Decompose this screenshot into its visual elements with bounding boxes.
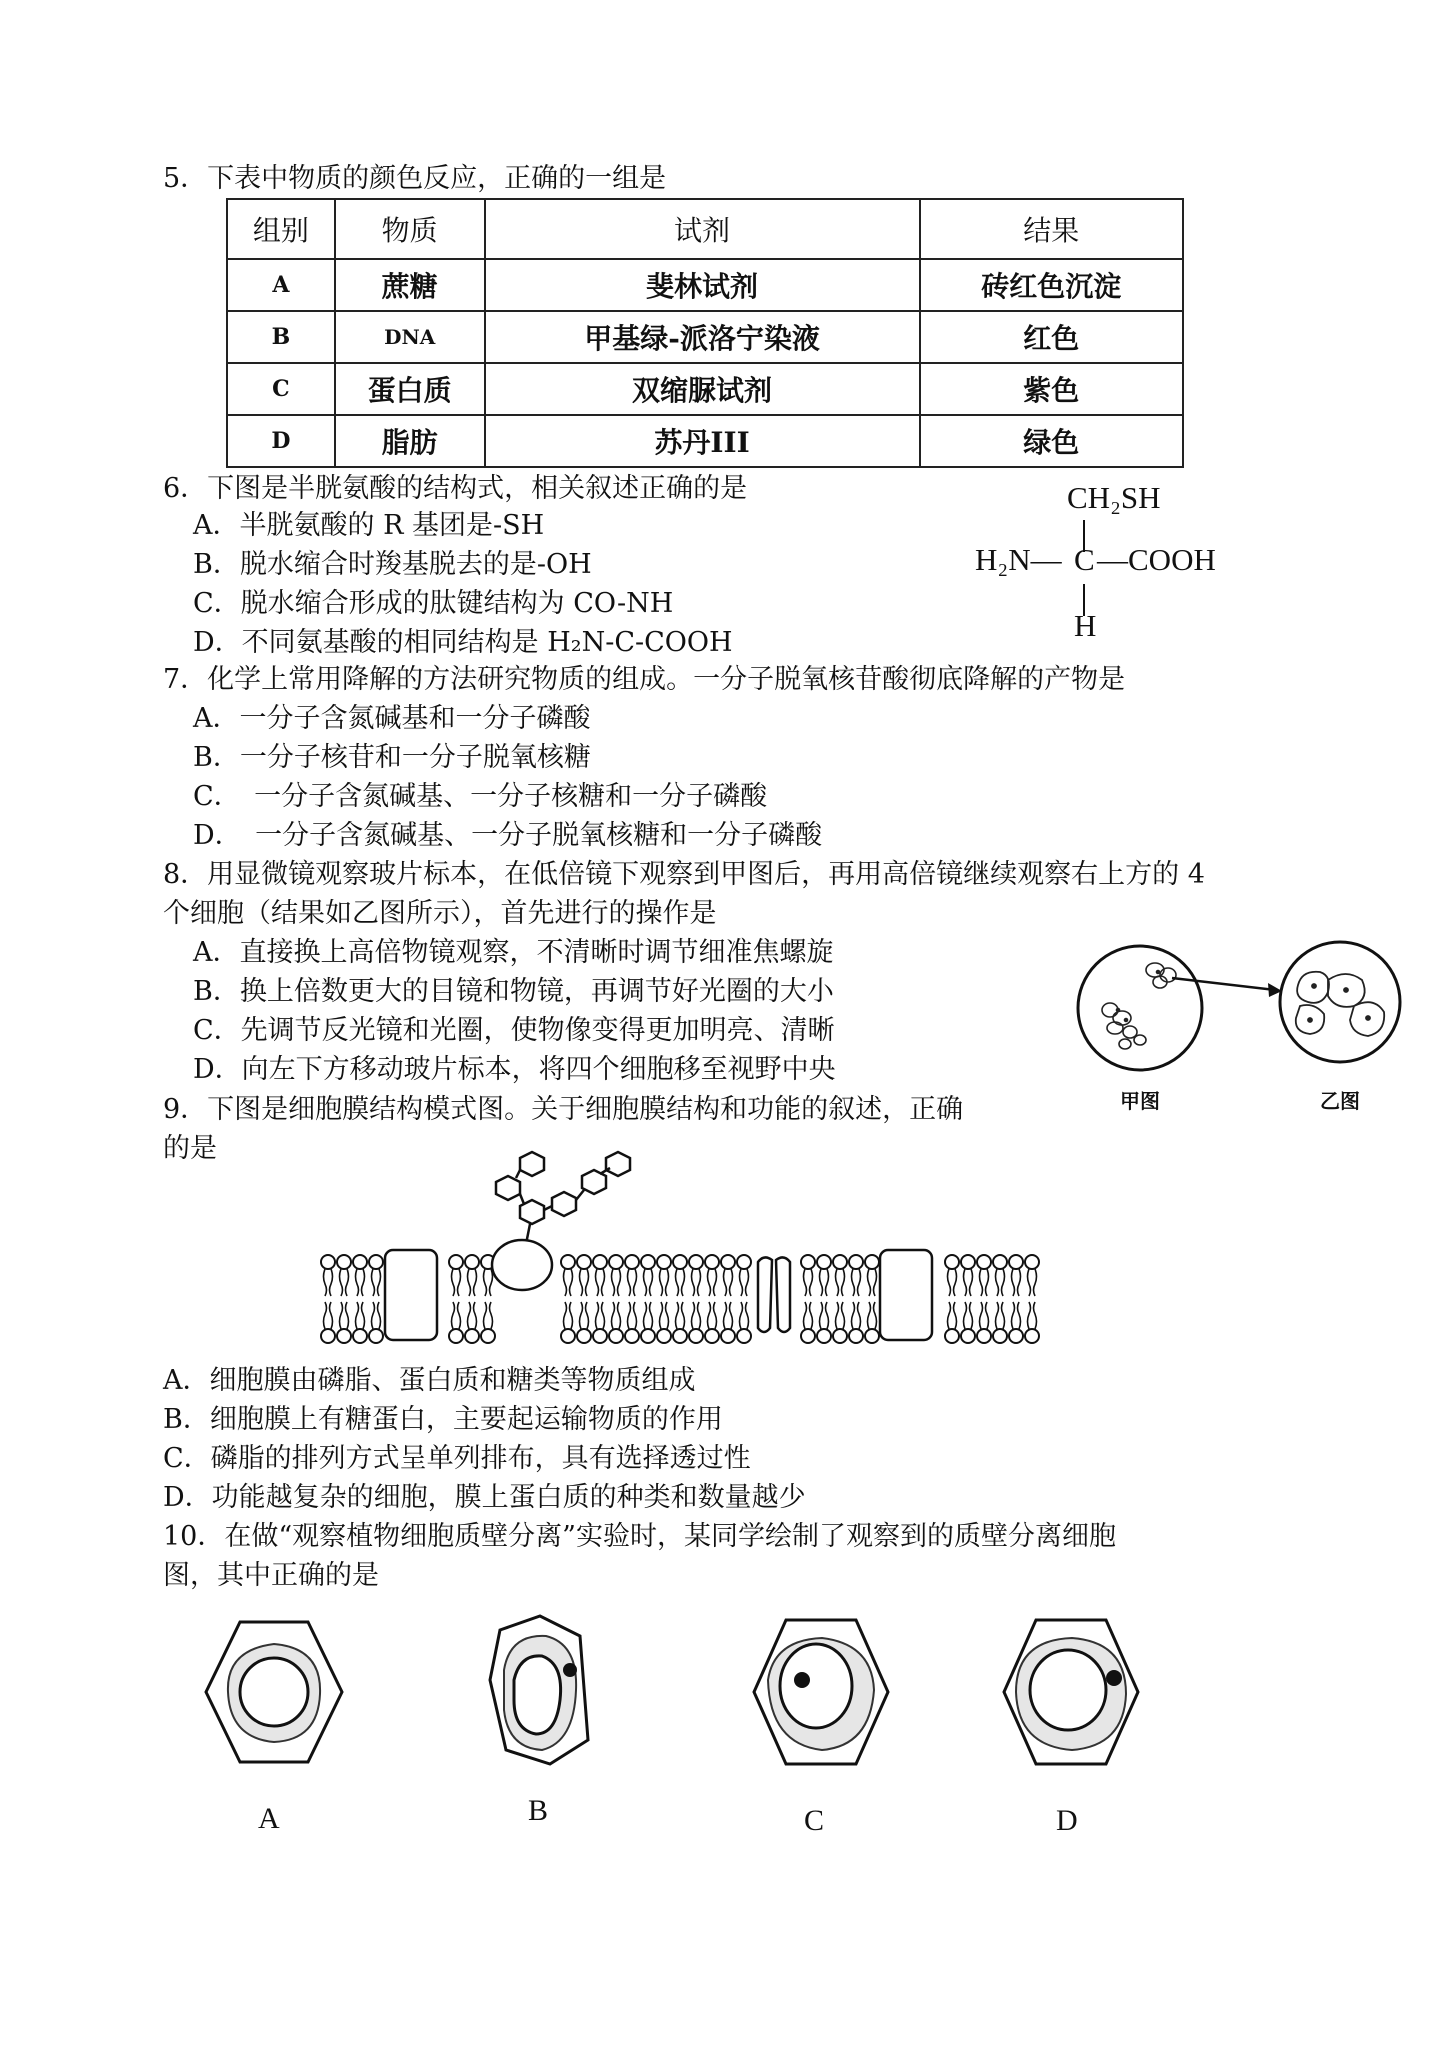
table-cell: C: [227, 363, 335, 415]
phospholipid-head: [353, 1255, 367, 1269]
high-power-field: [1280, 942, 1400, 1062]
q8-option-a: A．直接换上高倍物镜观察，不清晰时调节细准焦螺旋: [193, 937, 834, 968]
phospholipid-tail: [650, 1269, 653, 1296]
phospholipid-tail: [826, 1302, 829, 1329]
phospholipid-head: [833, 1255, 847, 1269]
phospholipid-tail: [746, 1269, 749, 1296]
phospholipid-tail: [586, 1269, 589, 1296]
phospholipid-head: [561, 1329, 575, 1343]
phospholipid-head: [977, 1255, 991, 1269]
phospholipid-head: [961, 1329, 975, 1343]
q7-option-a: A．一分子含氮碱基和一分子磷酸: [193, 703, 591, 734]
phospholipid-tail: [1018, 1302, 1021, 1329]
phospholipid-tail: [1002, 1269, 1005, 1296]
phospholipid-tail: [586, 1302, 589, 1329]
phospholipid-tail: [340, 1302, 343, 1329]
phospholipid-head: [945, 1329, 959, 1343]
phospholipid-tail: [644, 1269, 647, 1296]
phospholipid-tail: [666, 1302, 669, 1329]
phospholipid-tail: [660, 1269, 663, 1296]
phospholipid-head: [353, 1329, 367, 1343]
phospholipid-head: [849, 1329, 863, 1343]
phospholipid-tail: [682, 1302, 685, 1329]
phospholipid-tail: [330, 1269, 333, 1296]
phospholipid-tail: [714, 1302, 717, 1329]
q9-option-d: D．功能越复杂的细胞，膜上蛋白质的种类和数量越少: [163, 1482, 806, 1513]
q6-option-d: D．不同氨基酸的相同结构是 H₂N-C-COOH: [193, 627, 733, 658]
phospholipid-tail: [602, 1269, 605, 1296]
phospholipid-tail: [474, 1302, 477, 1329]
sugar-chain-unit: [496, 1176, 520, 1200]
table-cell: 苏丹III: [485, 415, 920, 467]
phospholipid-tail: [868, 1269, 871, 1296]
phospholipid-tail: [1034, 1269, 1037, 1296]
table-header-cell: 组别: [227, 199, 335, 259]
q10-stem-line1: 10．在做“观察植物细胞质壁分离”实验时，某同学绘制了观察到的质壁分离细胞: [163, 1521, 1116, 1552]
table-cell: 蛋白质: [335, 363, 485, 415]
q9-stem-line1: 9．下图是细胞膜结构模式图。关于细胞膜结构和功能的叙述，正确: [163, 1094, 964, 1125]
phospholipid-tail: [340, 1269, 343, 1296]
phospholipid-head: [593, 1255, 607, 1269]
phospholipid-head: [561, 1255, 575, 1269]
phospholipid-tail: [1028, 1302, 1031, 1329]
q9-stem-line2: 的是: [163, 1133, 217, 1164]
phospholipid-tail: [954, 1269, 957, 1296]
table-row: [227, 311, 1183, 363]
phospholipid-head: [657, 1255, 671, 1269]
table-cell: 绿色: [920, 415, 1183, 467]
cell-label-d: D: [1056, 1804, 1078, 1837]
phospholipid-tail: [378, 1302, 381, 1329]
q5-stem: 5．下表中物质的颜色反应，正确的一组是: [163, 163, 667, 194]
phospholipid-head: [321, 1255, 335, 1269]
q7-stem: 7．化学上常用降解的方法研究物质的组成。一分子脱氧核苷酸彻底降解的产物是: [163, 664, 1126, 695]
phospholipid-head: [609, 1255, 623, 1269]
phospholipid-head: [1009, 1255, 1023, 1269]
nucleus: [563, 1663, 577, 1677]
phospholipid-tail: [628, 1302, 631, 1329]
phospholipid-tail: [618, 1269, 621, 1296]
phospholipid-tail: [362, 1302, 365, 1329]
phospholipid-tail: [980, 1269, 983, 1296]
phospholipid-head: [577, 1255, 591, 1269]
phospholipid-tail: [970, 1302, 973, 1329]
q8-stem-line1: 8．用显微镜观察玻片标本，在低倍镜下观察到甲图后，再用高倍镜继续观察右上方的 4: [163, 859, 1205, 890]
phospholipid-tail: [810, 1269, 813, 1296]
phospholipid-head: [337, 1255, 351, 1269]
table-cell: 蔗糖: [335, 259, 485, 311]
phospholipid-tail: [836, 1302, 839, 1329]
transmembrane-protein-left: [385, 1250, 437, 1340]
phospholipid-head: [369, 1255, 383, 1269]
table-cell: D: [227, 415, 335, 467]
cell-label-c: C: [804, 1804, 825, 1837]
phospholipid-tail: [474, 1269, 477, 1296]
phospholipid-tail: [1028, 1269, 1031, 1296]
table-cell: 斐林试剂: [485, 259, 920, 311]
phospholipid-tail: [676, 1269, 679, 1296]
phospholipid-tail: [468, 1302, 471, 1329]
table-row: [227, 363, 1183, 415]
cysteine-formula: [975, 480, 1235, 650]
phospholipid-tail: [724, 1269, 727, 1296]
table-cell: 砖红色沉淀: [920, 259, 1183, 311]
phospholipid-tail: [996, 1302, 999, 1329]
phospholipid-head: [801, 1329, 815, 1343]
phospholipid-tail: [964, 1302, 967, 1329]
phospholipid-tail: [602, 1302, 605, 1329]
phospholipid-head: [1025, 1255, 1039, 1269]
phospholipid-tail: [356, 1269, 359, 1296]
phospholipid-tail: [580, 1269, 583, 1296]
phospholipid-head: [849, 1255, 863, 1269]
formula-alpha-carbon: C: [1074, 542, 1095, 577]
formula-amino-group: H₂N—: [975, 542, 1062, 577]
phospholipid-tail: [948, 1302, 951, 1329]
phospholipid-tail: [666, 1269, 669, 1296]
phospholipid-tail: [1012, 1302, 1015, 1329]
phospholipid-tail: [644, 1302, 647, 1329]
phospholipid-head: [673, 1255, 687, 1269]
phospholipid-head: [1009, 1329, 1023, 1343]
cell-cluster-large: [1296, 972, 1384, 1036]
phospholipid-head: [817, 1255, 831, 1269]
table-cell: 脂肪: [335, 415, 485, 467]
phospholipid-tail: [490, 1269, 493, 1296]
phospholipid-head: [865, 1329, 879, 1343]
table-cell: DNA: [335, 311, 485, 363]
cell-cluster-small: [1102, 963, 1176, 1049]
low-power-field: [1078, 946, 1202, 1070]
table-cell: 甲基绿-派洛宁染液: [485, 311, 920, 363]
phospholipid-tail: [346, 1302, 349, 1329]
phospholipid-tail: [874, 1302, 877, 1329]
phospholipid-tail: [570, 1269, 573, 1296]
phospholipid-head: [449, 1329, 463, 1343]
phospholipid-tail: [826, 1269, 829, 1296]
phospholipid-tail: [1002, 1302, 1005, 1329]
cell-option-b: [490, 1616, 588, 1827]
phospholipid-tail: [820, 1269, 823, 1296]
phospholipid-head: [369, 1329, 383, 1343]
phospholipid-tail: [858, 1269, 861, 1296]
phospholipid-head: [721, 1255, 735, 1269]
cell-label-a: A: [258, 1802, 280, 1835]
table-cell: 红色: [920, 311, 1183, 363]
phospholipid-tail: [740, 1302, 743, 1329]
phospholipid-tail: [698, 1302, 701, 1329]
phospholipid-tail: [852, 1302, 855, 1329]
phospholipid-tail: [874, 1269, 877, 1296]
phospholipid-tail: [372, 1302, 375, 1329]
q8-stem-line2: 个细胞（结果如乙图所示），首先进行的操作是: [163, 898, 717, 929]
table-cell: 紫色: [920, 363, 1183, 415]
phospholipid-tail: [970, 1269, 973, 1296]
table-header-cell: 物质: [335, 199, 485, 259]
table-header-cell: 结果: [920, 199, 1183, 259]
phospholipid-head: [1025, 1329, 1039, 1343]
cell-option-c: [754, 1620, 888, 1837]
sugar-bond: [516, 1170, 520, 1178]
phospholipid-head: [705, 1329, 719, 1343]
phospholipid-head: [993, 1255, 1007, 1269]
vacuole: [240, 1658, 308, 1726]
sugar-bond: [576, 1190, 584, 1200]
q7-option-b: B．一分子核苷和一分子脱氧核糖: [193, 742, 591, 773]
q6-option-a: A．半胱氨酸的 R 基团是-SH: [193, 510, 545, 541]
fig-label-jia: 甲图: [1120, 1091, 1160, 1113]
phospholipid-tail: [842, 1302, 845, 1329]
q6-stem: 6．下图是半胱氨酸的结构式，相关叙述正确的是: [163, 473, 748, 504]
arrow-shaft: [1172, 978, 1275, 990]
phospholipid-head: [481, 1329, 495, 1343]
sugar-bond: [520, 1194, 524, 1204]
q7-option-c: C． 一分子含氮碱基、一分子核糖和一分子磷酸: [193, 781, 768, 812]
phospholipid-tail: [372, 1269, 375, 1296]
table-cell: 双缩脲试剂: [485, 363, 920, 415]
phospholipid-tail: [634, 1302, 637, 1329]
phospholipid-tail: [676, 1302, 679, 1329]
channel-protein: [758, 1257, 790, 1332]
phospholipid-tail: [484, 1302, 487, 1329]
vacuole: [514, 1656, 561, 1734]
phospholipid-tail: [596, 1269, 599, 1296]
phospholipid-tail: [378, 1269, 381, 1296]
phospholipid-head: [593, 1329, 607, 1343]
nucleus: [794, 1672, 810, 1688]
phospholipid-tail: [820, 1302, 823, 1329]
phospholipid-tail: [468, 1269, 471, 1296]
phospholipid-tail: [650, 1302, 653, 1329]
phospholipid-tail: [836, 1269, 839, 1296]
phospholipid-head: [801, 1255, 815, 1269]
phospholipid-tail: [980, 1302, 983, 1329]
vacuole: [780, 1644, 852, 1728]
phospholipid-tail: [356, 1302, 359, 1329]
phospholipid-tail: [842, 1269, 845, 1296]
phospholipid-tail: [698, 1269, 701, 1296]
phospholipid-tail: [804, 1269, 807, 1296]
phospholipid-head: [465, 1255, 479, 1269]
phospholipid-tail: [570, 1302, 573, 1329]
table-row: [227, 415, 1183, 467]
phospholipid-head: [721, 1329, 735, 1343]
phospholipid-head: [641, 1255, 655, 1269]
table-header-row: [227, 199, 1183, 259]
surface-protein: [492, 1240, 552, 1290]
phospholipid-tail: [628, 1269, 631, 1296]
phospholipid-tail: [362, 1269, 365, 1296]
phospholipid-tail: [660, 1302, 663, 1329]
phospholipid-tail: [868, 1302, 871, 1329]
phospholipid-tail: [964, 1269, 967, 1296]
phospholipid-tail: [1012, 1269, 1015, 1296]
phospholipid-tail: [618, 1302, 621, 1329]
phospholipid-head: [737, 1255, 751, 1269]
reagent-table: [226, 198, 1184, 468]
phospholipid-tail: [564, 1269, 567, 1296]
phospholipid-head: [625, 1255, 639, 1269]
phospholipid-head: [705, 1255, 719, 1269]
q8-option-d: D．向左下方移动玻片标本，将四个细胞移至视野中央: [193, 1054, 836, 1085]
table-row: [227, 259, 1183, 311]
phospholipid-tail: [996, 1269, 999, 1296]
microscope-figure: [1070, 940, 1420, 1120]
q6-option-b: B．脱水缩合时羧基脱去的是-OH: [193, 549, 592, 580]
phospholipid-head: [449, 1255, 463, 1269]
sugar-chain-unit: [552, 1192, 576, 1216]
q9-option-c: C．磷脂的排列方式呈单列排布，具有选择透过性: [163, 1443, 751, 1474]
phospholipid-tail: [708, 1269, 711, 1296]
q10-stem-line2: 图，其中正确的是: [163, 1560, 379, 1591]
table-header-cell: 试剂: [485, 199, 920, 259]
phospholipid-head: [577, 1329, 591, 1343]
phospholipid-tail: [804, 1302, 807, 1329]
sugar-chain-unit: [520, 1152, 544, 1176]
phospholipid-head: [689, 1255, 703, 1269]
phospholipid-head: [337, 1329, 351, 1343]
phospholipid-tail: [740, 1269, 743, 1296]
phospholipid-tail: [452, 1302, 455, 1329]
phospholipid-head: [641, 1329, 655, 1343]
nucleus: [1106, 1670, 1122, 1686]
q8-option-b: B．换上倍数更大的目镜和物镜，再调节好光圈的大小: [193, 976, 834, 1007]
table-cell: B: [227, 311, 335, 363]
phospholipid-tail: [612, 1302, 615, 1329]
phospholipid-head: [737, 1329, 751, 1343]
cell-option-a: [206, 1622, 342, 1835]
phospholipid-head: [689, 1329, 703, 1343]
phospholipid-tail: [724, 1302, 727, 1329]
table-cell: A: [227, 259, 335, 311]
transmembrane-protein-right: [880, 1250, 932, 1340]
glycoprotein: [492, 1152, 630, 1290]
phospholipid-head: [657, 1329, 671, 1343]
phospholipid-tail: [682, 1269, 685, 1296]
phospholipid-tail: [458, 1269, 461, 1296]
q6-option-c: C．脱水缩合形成的肽键结构为 CO-NH: [193, 588, 674, 619]
phospholipid-tail: [452, 1269, 455, 1296]
phospholipid-tail: [346, 1269, 349, 1296]
q9-option-b: B．细胞膜上有糖蛋白，主要起运输物质的作用: [163, 1404, 723, 1435]
phospholipid-head: [993, 1329, 1007, 1343]
phospholipid-tail: [1018, 1269, 1021, 1296]
phospholipid-head: [465, 1329, 479, 1343]
phospholipid-tail: [612, 1269, 615, 1296]
cell-option-d: [1004, 1620, 1138, 1837]
phospholipid-tail: [324, 1269, 327, 1296]
phospholipid-tail: [948, 1269, 951, 1296]
phospholipid-tail: [810, 1302, 813, 1329]
phospholipid-tail: [986, 1302, 989, 1329]
phospholipid-tail: [458, 1302, 461, 1329]
fig-label-yi: 乙图: [1320, 1091, 1360, 1113]
phospholipid-tail: [746, 1302, 749, 1329]
phospholipid-head: [961, 1255, 975, 1269]
phospholipid-tail: [1034, 1302, 1037, 1329]
phospholipid-tail: [692, 1302, 695, 1329]
formula-hydrogen: H: [1074, 608, 1097, 643]
phospholipid-tail: [330, 1302, 333, 1329]
cell-membrane-diagram: [320, 1150, 1040, 1350]
cell-label-b: B: [528, 1794, 549, 1827]
phospholipid-head: [865, 1255, 879, 1269]
formula-carboxyl-group: —COOH: [1097, 542, 1216, 577]
sugar-chain-unit: [606, 1152, 630, 1176]
phospholipid-tail: [490, 1302, 493, 1329]
q7-option-d: D． 一分子含氮碱基、一分子脱氧核糖和一分子磷酸: [193, 820, 823, 851]
formula-side-chain: CH₂SH: [1067, 480, 1161, 515]
phospholipid-head: [977, 1329, 991, 1343]
phospholipid-head: [817, 1329, 831, 1343]
phospholipid-tail: [730, 1269, 733, 1296]
phospholipid-tail: [692, 1269, 695, 1296]
vacuole: [1030, 1650, 1106, 1730]
phospholipid-head: [625, 1329, 639, 1343]
phospholipid-head: [945, 1255, 959, 1269]
phospholipid-tail: [634, 1269, 637, 1296]
phospholipid-tail: [714, 1269, 717, 1296]
plasmolysis-figure: [180, 1610, 1180, 1850]
q8-option-c: C．先调节反光镜和光圈，使物像变得更加明亮、清晰: [193, 1015, 835, 1046]
phospholipid-head: [321, 1329, 335, 1343]
phospholipid-head: [673, 1329, 687, 1343]
phospholipid-tail: [484, 1269, 487, 1296]
phospholipid-tail: [986, 1269, 989, 1296]
phospholipid-head: [833, 1329, 847, 1343]
phospholipid-head: [609, 1329, 623, 1343]
phospholipid-tail: [324, 1302, 327, 1329]
phospholipid-tail: [708, 1302, 711, 1329]
phospholipid-tail: [730, 1302, 733, 1329]
phospholipid-tail: [596, 1302, 599, 1329]
phospholipid-tail: [580, 1302, 583, 1329]
phospholipid-tail: [858, 1302, 861, 1329]
phospholipid-tail: [852, 1269, 855, 1296]
phospholipid-tail: [954, 1302, 957, 1329]
phospholipid-tail: [564, 1302, 567, 1329]
q9-option-a: A．细胞膜由磷脂、蛋白质和糖类等物质组成: [163, 1365, 696, 1396]
